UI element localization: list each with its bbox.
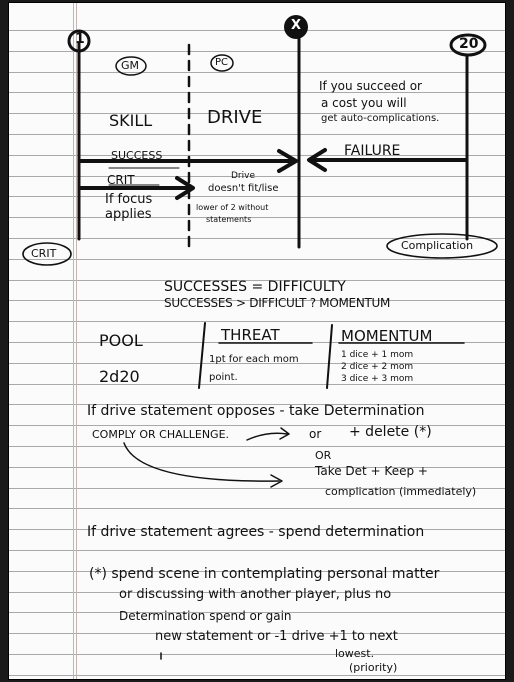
alt-line-1: Take Det + Keep + bbox=[315, 464, 428, 478]
opposed-delete: + delete (*) bbox=[349, 424, 432, 440]
label-crit-bottom: CRIT bbox=[31, 247, 57, 260]
marker-one: 1 bbox=[75, 31, 85, 47]
role-pc: PC bbox=[215, 57, 229, 68]
rule-line-1: SUCCESSES = DIFFICULTY bbox=[164, 279, 346, 295]
threat-text-1: 1pt for each mom bbox=[209, 354, 299, 365]
table-divider-2 bbox=[327, 325, 332, 388]
pool-value: 2d20 bbox=[99, 367, 140, 386]
label-complication: Complication bbox=[401, 239, 474, 252]
threat-text-2: point. bbox=[209, 372, 238, 383]
rule-line-2: SUCCESSES > DIFFICULT ? MOMENTUM bbox=[164, 296, 391, 310]
label-crit-arrow: CRIT bbox=[107, 173, 135, 187]
marker-twenty: 20 bbox=[459, 36, 479, 52]
note-auto-3: get auto-complications. bbox=[321, 113, 440, 124]
momentum-row-1: 1 dice + 1 mom bbox=[341, 350, 414, 360]
momentum-row-3: 3 dice + 3 mom bbox=[341, 374, 414, 384]
agrees-line: If drive statement agrees - spend determination bbox=[87, 524, 425, 540]
opposed-line-2: COMPLY OR CHALLENGE. bbox=[92, 428, 230, 441]
drive-note-2: doesn't fit/lise bbox=[208, 183, 279, 194]
column-skill: SKILL bbox=[109, 111, 153, 130]
pool-header: POOL bbox=[99, 331, 143, 350]
role-gm: GM bbox=[121, 59, 140, 72]
column-drive: DRIVE bbox=[207, 107, 263, 128]
marker-x: X bbox=[291, 18, 302, 33]
star-line-5: lowest. bbox=[335, 647, 375, 660]
keep-arrow bbox=[124, 443, 279, 481]
note-auto-2: a cost you will bbox=[321, 96, 407, 110]
star-line-3: Determination spend or gain bbox=[119, 609, 292, 623]
focus-1: If focus bbox=[105, 192, 153, 207]
label-failure: FAILURE bbox=[344, 143, 401, 159]
momentum-row-2: 2 dice + 2 mom bbox=[341, 362, 414, 372]
opposed-line-1: If drive statement opposes - take Determination bbox=[87, 403, 425, 419]
threat-header: THREAT bbox=[221, 326, 280, 344]
notebook-page bbox=[9, 3, 505, 679]
star-line-1: (*) spend scene in contemplating personal matter bbox=[89, 566, 440, 582]
opposed-or: or bbox=[309, 427, 322, 441]
alt-line-2: complication (immediately) bbox=[325, 485, 477, 498]
drive-note-4: statements bbox=[206, 215, 252, 224]
focus-2: applies bbox=[105, 207, 152, 222]
star-line-2: or discussing with another player, plus no bbox=[119, 587, 392, 602]
label-success: SUCCESS bbox=[111, 149, 163, 162]
momentum-header: MOMENTUM bbox=[341, 327, 433, 345]
table-divider-1 bbox=[199, 323, 205, 388]
alt-or: OR bbox=[315, 449, 332, 462]
star-line-4: new statement or -1 drive +1 to next bbox=[155, 629, 398, 644]
star-line-6: (priority) bbox=[349, 661, 398, 674]
drive-note-1: Drive bbox=[231, 171, 255, 181]
note-auto-1: If you succeed or bbox=[319, 79, 422, 93]
drive-note-3: lower of 2 without bbox=[196, 203, 269, 212]
